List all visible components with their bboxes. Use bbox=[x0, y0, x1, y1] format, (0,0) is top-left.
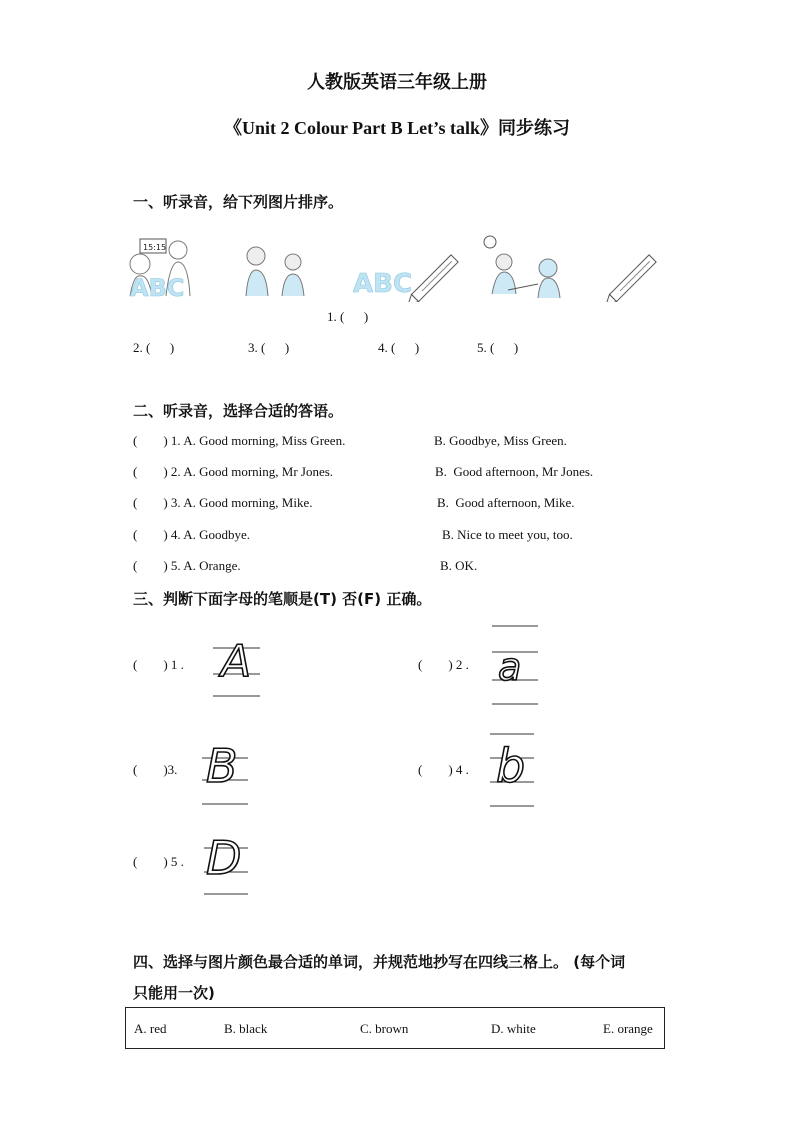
order-item-2[interactable]: 2. ( ) bbox=[133, 340, 175, 355]
section4-heading-line2: 只能用一次) bbox=[133, 984, 215, 1002]
picture-two-girls bbox=[238, 240, 318, 300]
clock-label: 15:15 bbox=[143, 243, 167, 252]
question-1-b: B. Goodbye, Miss Green. bbox=[434, 433, 567, 448]
order-item-4[interactable]: 4. ( ) bbox=[378, 340, 420, 355]
stroke-item-1-label[interactable]: ( ) 1 . bbox=[133, 657, 184, 672]
picture-monkey-cat bbox=[478, 234, 570, 300]
section1-heading: 一、听录音，给下列图片排序。 bbox=[133, 193, 344, 211]
word-option-red: A. red bbox=[134, 1021, 167, 1036]
question-3-a[interactable]: ( ) 3. A. Good morning, Mike. bbox=[133, 495, 313, 510]
letter-A-glyph: A bbox=[221, 636, 252, 687]
letter-a-glyph: a bbox=[498, 645, 522, 689]
page-subtitle: 《Unit 2 Colour Part B Let’s talk》同步练习 bbox=[224, 118, 570, 138]
question-3-b: B. Good afternoon, Mike. bbox=[437, 495, 575, 510]
question-2-a[interactable]: ( ) 2. A. Good morning, Mr Jones. bbox=[133, 464, 334, 479]
letter-B-image bbox=[198, 730, 250, 808]
question-4-a[interactable]: ( ) 4. A. Goodbye. bbox=[133, 527, 250, 542]
page-title: 人教版英语三年级上册 bbox=[307, 72, 487, 92]
abc-letters: ABC bbox=[130, 274, 185, 300]
letter-A-image bbox=[205, 626, 260, 702]
order-item-5[interactable]: 5. ( ) bbox=[477, 340, 519, 355]
word-option-brown: C. brown bbox=[360, 1021, 409, 1036]
word-option-white: D. white bbox=[491, 1021, 536, 1036]
order-item-1[interactable]: 1. ( ) bbox=[327, 309, 369, 324]
order-item-3[interactable]: 3. ( ) bbox=[248, 340, 290, 355]
question-2-b: B. Good afternoon, Mr Jones. bbox=[435, 464, 594, 479]
question-4-b: B. Nice to meet you, too. bbox=[442, 527, 573, 542]
letter-a-image bbox=[490, 622, 540, 708]
section4-heading-line1: 四、选择与图片颜色最合适的单词，并规范地抄写在四线三格上。 (每个词 bbox=[133, 953, 626, 971]
picture-abc-pencil bbox=[353, 250, 463, 302]
letter-D-image bbox=[200, 822, 250, 898]
stroke-item-2-label[interactable]: ( ) 2 . bbox=[418, 657, 469, 672]
abc-letters-2: ABC bbox=[353, 269, 413, 299]
stroke-item-4-label[interactable]: ( ) 4 . bbox=[418, 762, 469, 777]
question-5-a[interactable]: ( ) 5. A. Orange. bbox=[133, 558, 241, 573]
picture-greeting-clock bbox=[128, 236, 238, 300]
picture-pencil bbox=[605, 250, 665, 302]
word-option-black: B. black bbox=[224, 1021, 268, 1036]
stroke-item-5-label[interactable]: ( ) 5 . bbox=[133, 854, 184, 869]
word-option-orange: E. orange bbox=[603, 1021, 653, 1036]
word-bank-box bbox=[125, 1007, 665, 1049]
letter-b-glyph: b bbox=[496, 739, 526, 793]
letter-B-glyph: B bbox=[206, 739, 238, 793]
question-1-a[interactable]: ( ) 1. A. Good morning, Miss Green. bbox=[133, 433, 346, 448]
stroke-item-3-label[interactable]: ( )3. bbox=[133, 762, 178, 777]
letter-D-glyph: D bbox=[206, 831, 242, 885]
question-5-b: B. OK. bbox=[440, 558, 478, 573]
section2-heading: 二、听录音，选择合适的答语。 bbox=[133, 402, 344, 420]
section3-heading: 三、判断下面字母的笔顺是(T) 否(F) 正确。 bbox=[133, 590, 432, 608]
letter-b-image bbox=[488, 728, 536, 810]
